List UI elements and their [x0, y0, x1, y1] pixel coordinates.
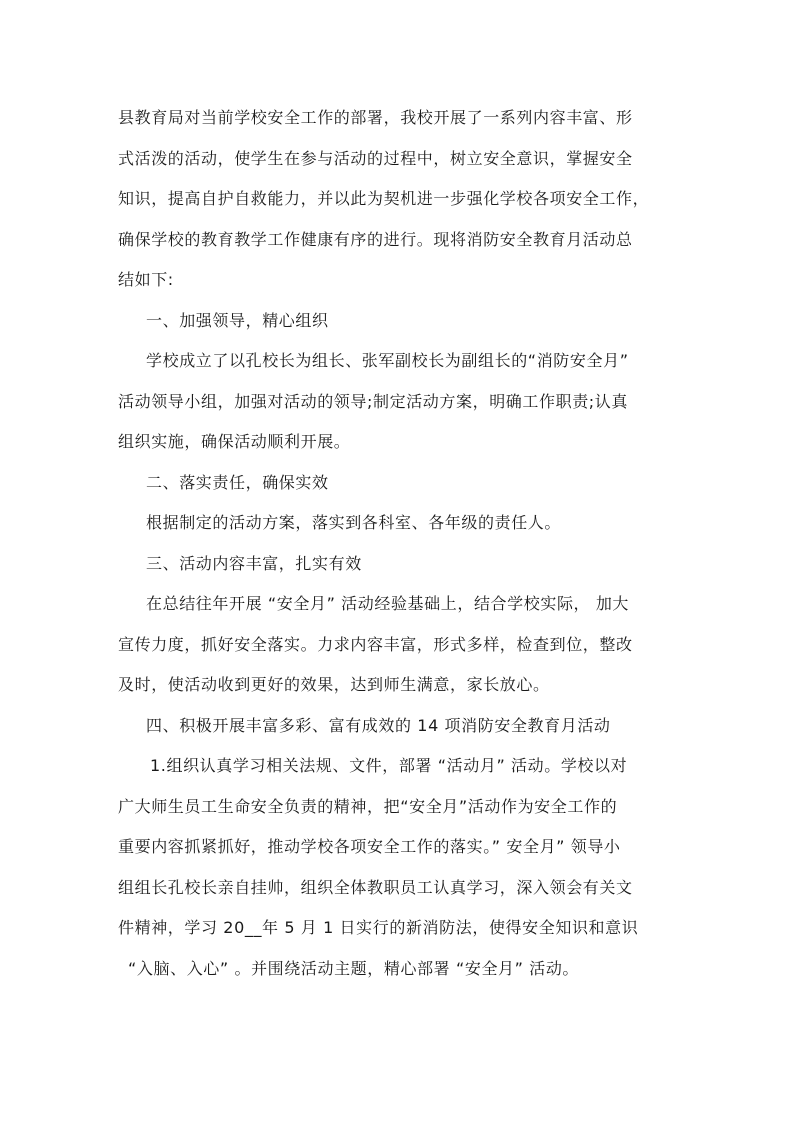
section-heading-3: 三、活动内容丰富，扎实有效 — [146, 553, 362, 573]
section-heading-1: 一、加强领导，精心组织 — [146, 310, 329, 330]
body-line: 件精神，学习 20__年 5 月 1 日实行的新消防法，使得安全知识和意识 — [118, 918, 639, 937]
body-line: 根据制定的活动方案，落实到各科室、各年级的责任人。 — [146, 513, 562, 532]
body-line: 宣传力度，抓好安全落实。力求内容丰富，形式多样，检查到位，整改 — [118, 634, 633, 654]
body-line: 式活泼的活动，使学生在参与活动的过程中，树立安全意识，掌握安全 — [118, 148, 633, 168]
body-line: “入脑、入心” 。并围绕活动主题，精心部署 “安全月” 活动。 — [128, 958, 580, 978]
body-line: 学校成立了以孔校长为组长、张军副校长为副组长的“消防安全月” — [146, 351, 629, 370]
body-line: 组组长孔校长亲自挂帅，组织全体教职员工认真学习，深入领会有关文 — [118, 877, 633, 897]
body-line: 在总结往年开展 “安全月” 活动经验基础上，结合学校实际， 加大 — [146, 594, 630, 613]
body-line: 广大师生员工生命安全负责的精神，把“安全月”活动作为安全工作的 — [118, 796, 618, 816]
document-body — [118, 98, 678, 989]
section-heading-2: 二、落实责任，确保实效 — [146, 472, 329, 492]
body-line: 结如下: — [118, 270, 174, 289]
body-line: 县教育局对当前学校安全工作的部署，我校开展了一系列内容丰富、形 — [118, 108, 633, 127]
body-line: 组织实施，确保活动顺利开展。 — [118, 432, 351, 451]
body-line: 及时，使活动收到更好的效果，达到师生满意，家长放心。 — [118, 675, 550, 694]
body-line: 重要内容抓紧抓好，推动学校各项安全工作的落实。” 安全月” 领导小 — [118, 837, 621, 856]
body-line: 确保学校的教育教学工作健康有序的进行。现将消防安全教育月活动总 — [118, 229, 633, 249]
body-line: 活动领导小组，加强对活动的领导;制定活动方案，明确工作职责;认真 — [118, 391, 628, 411]
body-line: 知识，提高自护自救能力，并以此为契机进一步强化学校各项安全工作， — [118, 189, 650, 208]
section-heading-4: 四、积极开展丰富多彩、富有成效的 14 项消防安全教育月活动 — [146, 715, 611, 735]
body-line: 1.组织认真学习相关法规、文件，部署 “活动月” 活动。学校以对 — [150, 756, 628, 775]
